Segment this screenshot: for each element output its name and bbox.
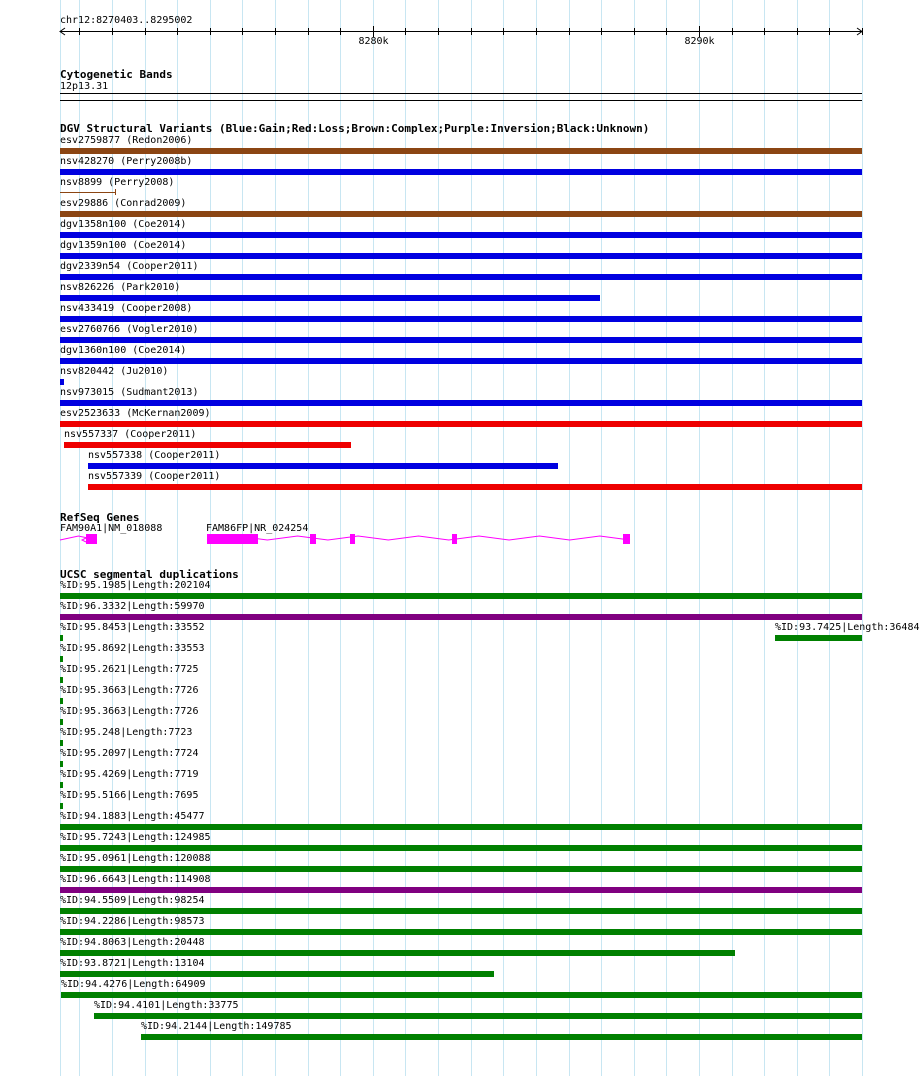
segdup-feature-bar[interactable] <box>60 635 63 641</box>
dgv-feature-bar[interactable] <box>60 169 862 175</box>
segdup-feature-label: %ID:95.2621|Length:7725 <box>60 664 199 675</box>
segdup-feature-bar[interactable] <box>60 761 63 767</box>
segdup-feature-label: %ID:94.5509|Length:98254 <box>60 895 205 906</box>
refseq-exon[interactable] <box>310 534 316 544</box>
segdup-feature-bar[interactable] <box>60 971 494 977</box>
dgv-feature-bar[interactable] <box>64 442 351 448</box>
ruler-locus: chr12:8270403..8295002 <box>60 15 193 26</box>
segdup-feature-label: %ID:95.5166|Length:7695 <box>60 790 199 801</box>
dgv-feature-bar[interactable] <box>60 379 64 385</box>
dgv-feature-label: nsv557337 (Cooper2011) <box>64 429 197 440</box>
segdup-feature-bar[interactable] <box>60 593 862 599</box>
cytoband-lower-line <box>60 100 862 101</box>
dgv-feature-bar[interactable] <box>88 484 862 490</box>
dgv-feature-label: nsv557338 (Cooper2011) <box>88 450 221 461</box>
segdup-feature-bar[interactable] <box>60 740 63 746</box>
dgv-feature-label: nsv557339 (Cooper2011) <box>88 471 221 482</box>
dgv-feature-label: dgv1359n100 (Coe2014) <box>60 240 187 251</box>
segdup-feature-label: %ID:95.7243|Length:124985 <box>60 832 211 843</box>
segdup-feature-bar[interactable] <box>94 1013 862 1019</box>
refseq-exon[interactable] <box>623 534 630 544</box>
segdup-feature-bar[interactable] <box>60 950 735 956</box>
dgv-feature-bar[interactable] <box>60 232 862 238</box>
strand-arrow-icon <box>82 538 86 542</box>
segdup-feature-label: %ID:95.8453|Length:33552 <box>60 622 205 633</box>
dgv-feature-bar[interactable] <box>60 211 862 217</box>
refseq-gene-label: FAM86FP|NR_024254 <box>206 523 309 534</box>
dgv-track-title: DGV Structural Variants (Blue:Gain;Red:Loss;Brown:Complex;Purple:Inversion;Black:Unknown) <box>60 122 650 135</box>
refseq-gene-models <box>0 532 890 548</box>
segdup-feature-label: %ID:95.8692|Length:33553 <box>60 643 205 654</box>
dgv-feature-label: dgv2339n54 (Cooper2011) <box>60 261 199 272</box>
segdup-feature-label: %ID:96.3332|Length:59970 <box>60 601 205 612</box>
segdup-feature-label: %ID:95.0961|Length:120088 <box>60 853 211 864</box>
segdup-feature-bar[interactable] <box>60 782 63 788</box>
segdup-feature-label: %ID:96.6643|Length:114908 <box>60 874 211 885</box>
segdup-feature-bar[interactable] <box>60 719 63 725</box>
segdup-feature-label: %ID:93.8721|Length:13104 <box>60 958 205 969</box>
dgv-feature-bar[interactable] <box>60 295 600 301</box>
dgv-feature-bar[interactable] <box>60 358 862 364</box>
segdup-feature-label: %ID:94.4276|Length:64909 <box>61 979 206 990</box>
cytoband-upper-line <box>60 93 862 94</box>
segdup-track-title: UCSC segmental duplications <box>60 568 239 581</box>
dgv-feature-bar[interactable] <box>60 274 862 280</box>
dgv-feature-label: nsv973015 (Sudmant2013) <box>60 387 199 398</box>
dgv-feature-bar[interactable] <box>60 253 862 259</box>
ruler-tick-label: 8290k <box>684 36 715 47</box>
segdup-feature-bar[interactable] <box>60 824 862 830</box>
dgv-feature-label: nsv428270 (Perry2008b) <box>60 156 193 167</box>
dgv-feature-bar[interactable] <box>60 148 862 154</box>
segdup-feature-bar[interactable] <box>60 656 63 662</box>
segdup-feature-label: %ID:95.2097|Length:7724 <box>60 748 199 759</box>
refseq-intron-line[interactable] <box>207 536 630 540</box>
dgv-feature-label: esv2523633 (McKernan2009) <box>60 408 211 419</box>
segdup-feature-label: %ID:95.3663|Length:7726 <box>60 706 199 717</box>
cytoband-label: 12p13.31 <box>60 81 109 92</box>
refseq-track-title: RefSeq Genes <box>60 511 140 524</box>
refseq-exon[interactable] <box>86 534 97 544</box>
dgv-feature-label: nsv433419 (Cooper2008) <box>60 303 193 314</box>
segdup-feature-label: %ID:95.3663|Length:7726 <box>60 685 199 696</box>
segdup-feature-bar[interactable] <box>60 929 862 935</box>
segdup-feature-bar[interactable] <box>60 614 862 620</box>
dgv-feature-label: dgv1358n100 (Coe2014) <box>60 219 187 230</box>
segdup-feature-label: %ID:93.7425|Length:36484 <box>775 622 920 633</box>
dgv-feature-label: esv2759877 (Redon2006) <box>60 135 193 146</box>
refseq-exon[interactable] <box>452 534 457 544</box>
segdup-feature-label: %ID:95.248|Length:7723 <box>60 727 193 738</box>
refseq-exon[interactable] <box>207 534 258 544</box>
dgv-feature-bar[interactable] <box>60 192 116 193</box>
dgv-feature-bar[interactable] <box>60 421 862 427</box>
dgv-feature-label: nsv826226 (Park2010) <box>60 282 181 293</box>
segdup-feature-bar[interactable] <box>60 845 862 851</box>
segdup-feature-label: %ID:94.2286|Length:98573 <box>60 916 205 927</box>
dgv-feature-label: nsv820442 (Ju2010) <box>60 366 169 377</box>
dgv-feature-bar[interactable] <box>60 316 862 322</box>
segdup-feature-bar[interactable] <box>141 1034 862 1040</box>
segdup-feature-label: %ID:94.8063|Length:20448 <box>60 937 205 948</box>
dgv-feature-bar[interactable] <box>60 337 862 343</box>
dgv-feature-label: esv29886 (Conrad2009) <box>60 198 187 209</box>
segdup-feature-bar[interactable] <box>60 677 63 683</box>
refseq-exon[interactable] <box>350 534 355 544</box>
dgv-feature-label: dgv1360n100 (Coe2014) <box>60 345 187 356</box>
segdup-feature-bar[interactable] <box>60 908 862 914</box>
dgv-feature-end-cap <box>115 189 116 195</box>
segdup-feature-label: %ID:95.1985|Length:202104 <box>60 580 211 591</box>
dgv-feature-bar[interactable] <box>60 400 862 406</box>
segdup-feature-bar[interactable] <box>60 698 63 704</box>
segdup-feature-bar[interactable] <box>60 866 862 872</box>
segdup-feature-label: %ID:94.2144|Length:149785 <box>141 1021 292 1032</box>
ruler-tick-label: 8280k <box>358 36 389 47</box>
dgv-feature-label: nsv8899 (Perry2008) <box>60 177 175 188</box>
segdup-feature-label: %ID:95.4269|Length:7719 <box>60 769 199 780</box>
segdup-feature-bar[interactable] <box>61 992 862 998</box>
dgv-feature-bar[interactable] <box>88 463 558 469</box>
ruler[interactable] <box>0 26 890 56</box>
segdup-feature-bar[interactable] <box>60 887 862 893</box>
segdup-feature-label: %ID:94.1883|Length:45477 <box>60 811 205 822</box>
segdup-feature-label: %ID:94.4101|Length:33775 <box>94 1000 239 1011</box>
segdup-feature-bar[interactable] <box>60 803 63 809</box>
segdup-feature-bar[interactable] <box>775 635 862 641</box>
cytoband-track-title: Cytogenetic Bands <box>60 68 173 81</box>
refseq-gene-label: FAM90A1|NM_018088 <box>60 523 163 534</box>
dgv-feature-label: esv2760766 (Vogler2010) <box>60 324 199 335</box>
